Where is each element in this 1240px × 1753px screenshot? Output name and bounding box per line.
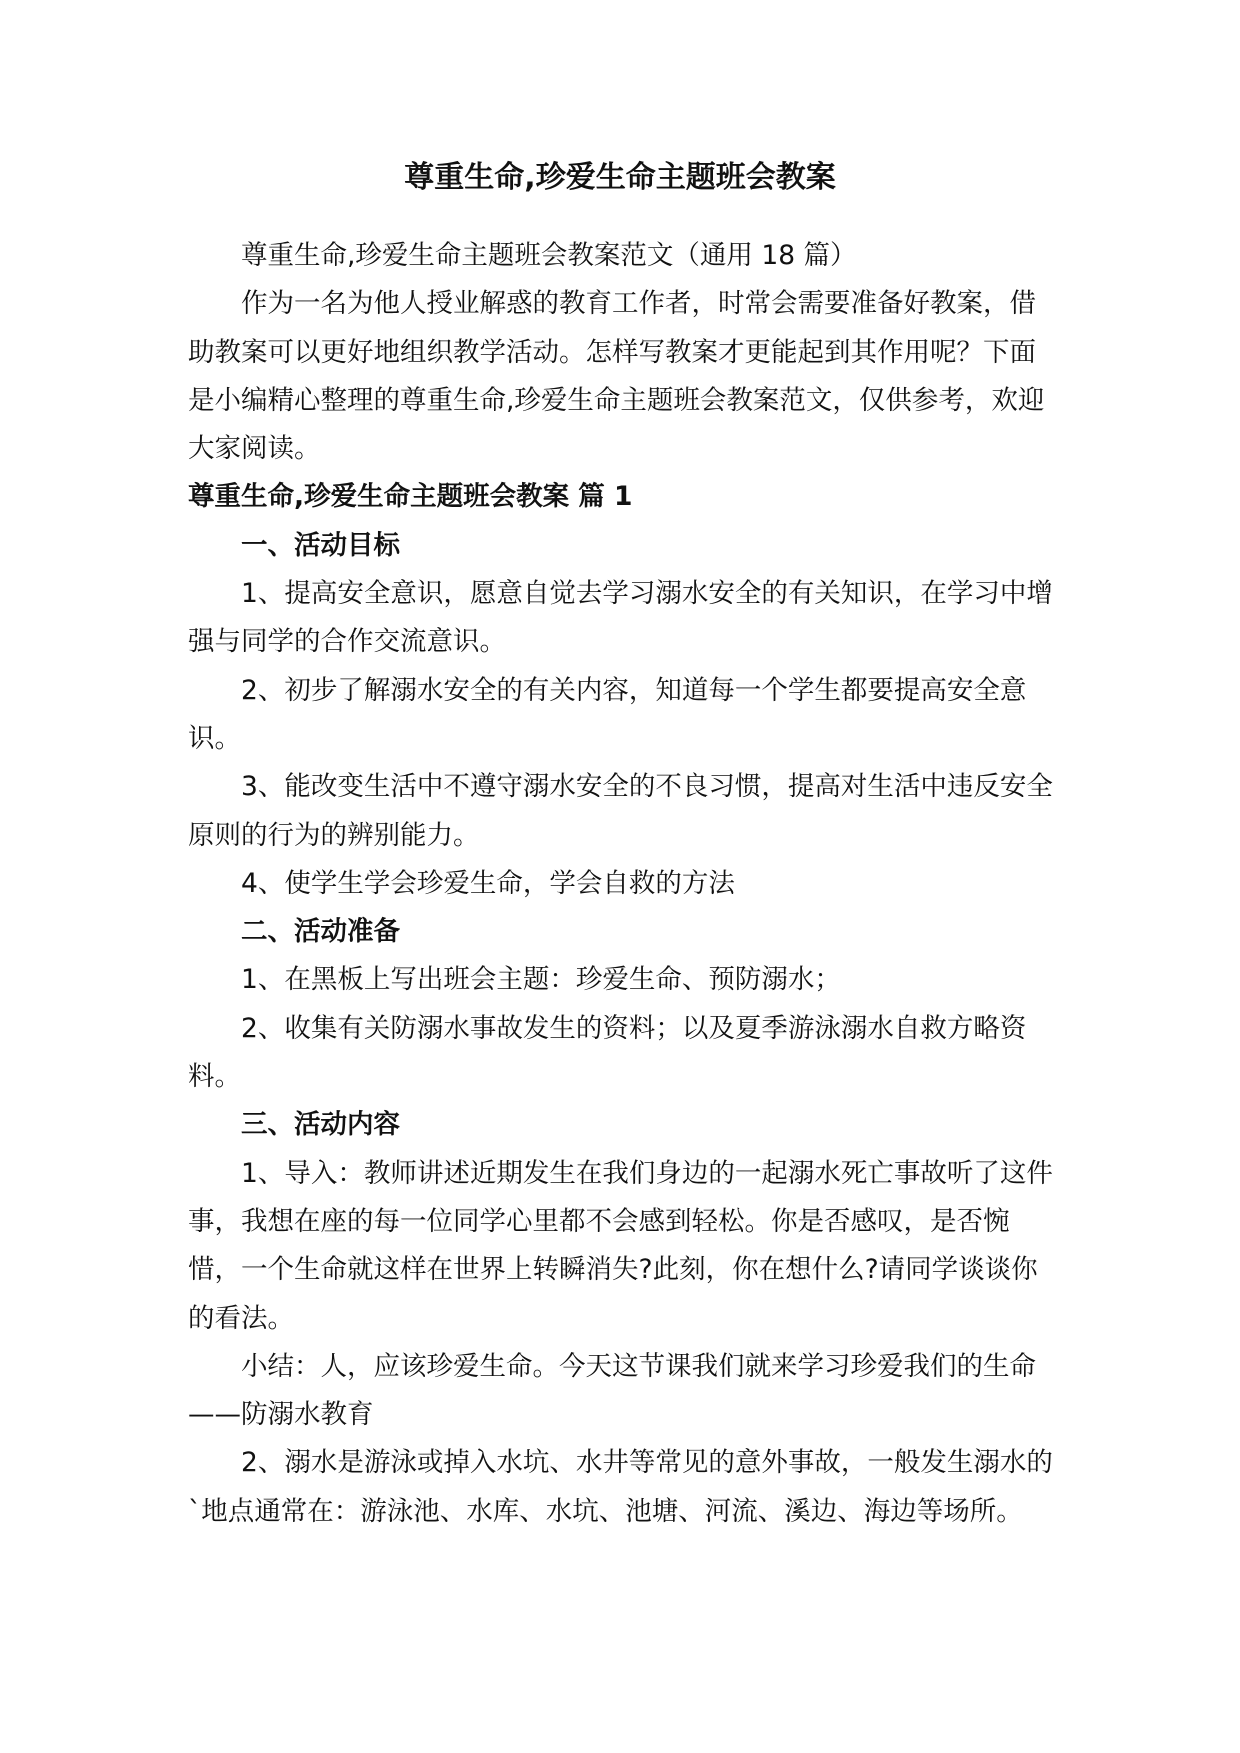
part3-summary: 小结：人，应该珍爱生命。今天这节课我们就来学习珍爱我们的生命——防溺水教育: [188, 1350, 1036, 1431]
part1-item: 2、初步了解溺水安全的有关内容，知道每一个学生都要提高安全意识。: [188, 674, 1027, 754]
document-body: [188, 232, 1056, 1536]
document-title: 尊重生命,珍爱生命主题班会教案: [404, 160, 836, 195]
part3-item: 1、导入：教师讲述近期发生在我们身边的一起溺水死亡事故听了这件事，我想在座的每一位同学心里都不会感到轻松。你是否感叹，是否惋惜，一个生命就这样在世界上转瞬消失?此刻，你在想什么?请同学谈谈你的看法。: [188, 1157, 1053, 1334]
part3-heading: 三、活动内容: [241, 1109, 400, 1141]
part1-item: 4、使学生学会珍爱生命，学会自救的方法: [241, 867, 735, 899]
part2-item: 2、收集有关防溺水事故发生的资料；以及夏季游泳溺水自救方略资料。: [188, 1012, 1027, 1093]
part1-heading: 一、活动目标: [241, 529, 400, 561]
part3-item: 2、溺水是游泳或掉入水坑、水井等常见的意外事故，一般发生溺水的`地点通常在：游泳池、水库、水坑、池塘、河流、溪边、海边等场所。: [188, 1447, 1053, 1527]
intro-paragraph: 作为一名为他人授业解惑的教育工作者，时常会需要准备好教案，借助教案可以更好地组织教学活动。怎样写教案才更能起到其作用呢？下面是小编精心整理的尊重生命,珍爱生命主题班会教案范文，仅供参考，欢迎大家阅读。: [188, 288, 1045, 465]
part1-item: 3、能改变生活中不遵守溺水安全的不良习惯，提高对生活中违反安全原则的行为的辨别能力。: [188, 771, 1053, 851]
document-subtitle: 尊重生命,珍爱生命主题班会教案范文（通用 18 篇）: [241, 240, 857, 271]
part2-item: 1、在黑板上写出班会主题：珍爱生命、预防溺水；: [241, 964, 841, 996]
part2-heading: 二、活动准备: [241, 916, 400, 948]
part1-item: 1、提高安全意识，愿意自觉去学习溺水安全的有关知识，在学习中增强与同学的合作交流意识。: [188, 578, 1053, 658]
section-title: 尊重生命,珍爱生命主题班会教案 篇 1: [188, 481, 633, 513]
